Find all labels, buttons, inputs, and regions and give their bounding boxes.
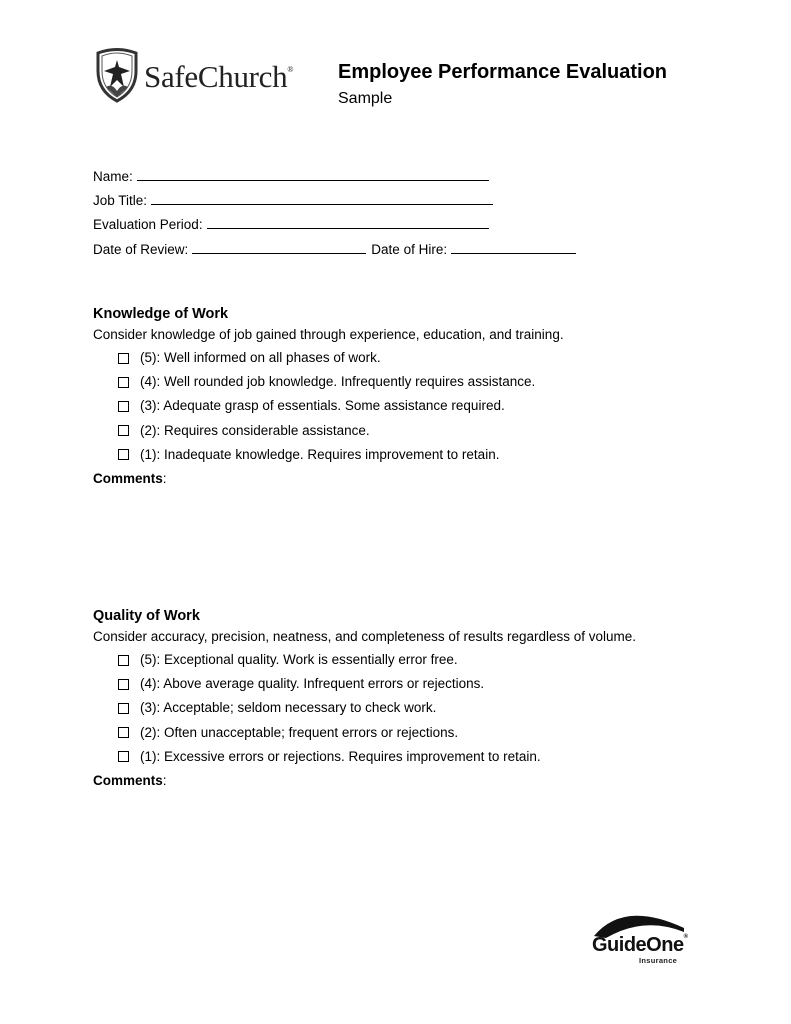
name-field [93,167,489,184]
checkbox-icon[interactable] [118,377,129,388]
comments-label: Comments: [93,772,167,788]
rating-option-3 [93,696,713,720]
checkbox-icon[interactable] [118,703,129,714]
section-description: Consider knowledge of job gained through experience, education, and training. [93,327,564,342]
rating-option-5 [93,648,713,672]
date-of-review-blank[interactable] [192,240,366,254]
rating-option-2 [93,419,713,443]
job-title-blank[interactable] [151,191,493,205]
checkbox-icon[interactable] [118,353,129,364]
option-label: (5): Exceptional quality. Work is essentially error free. [140,652,458,667]
date-of-hire-label: Date of Hire: [371,242,448,257]
registered-mark: ® [287,65,294,74]
section-description: Consider accuracy, precision, neatness, and completeness of results regardless of volume. [93,629,637,644]
document-title: Employee Performance Evaluation [338,61,668,83]
evaluation-period-field [93,215,489,232]
evaluation-period-label: Evaluation Period: [93,217,203,232]
option-label: (2): Often unacceptable; frequent errors or rejections. [140,724,459,740]
rating-option-5 [93,346,713,370]
date-of-hire-blank[interactable] [451,240,576,254]
evaluation-period-blank[interactable] [207,215,489,229]
safechurch-logo [94,46,293,104]
document-subtitle: Sample [338,90,393,107]
dates-field [93,240,576,257]
job-title-field [93,191,493,208]
name-label: Name: [93,169,133,184]
option-label: (1): Inadequate knowledge. Requires improvement to retain. [140,446,500,462]
option-label: (4): Well rounded job knowledge. Infrequently requires assistance. [140,374,536,390]
name-blank[interactable] [137,167,489,181]
rating-options [93,346,713,467]
section-title: Quality of Work [93,608,200,624]
rating-option-1 [93,745,713,769]
checkbox-icon[interactable] [118,449,129,460]
rating-option-1 [93,443,713,467]
guideone-logo [584,906,690,968]
option-label: (1): Excessive errors or rejections. Requires improvement to retain. [140,748,541,764]
section-knowledge-of-work [93,304,713,491]
checkbox-icon[interactable] [118,401,129,412]
section-quality-of-work [93,606,713,793]
guideone-wordmark: GuideOne® [592,934,688,956]
section-title: Knowledge of Work [93,306,229,322]
rating-options [93,648,713,769]
checkbox-icon[interactable] [118,655,129,666]
option-label: (4): Above average quality. Infrequent errors or rejections. [140,676,485,692]
trademark-mark: ® [683,934,688,940]
checkbox-icon[interactable] [118,679,129,690]
checkbox-icon[interactable] [118,727,129,738]
shield-dove-icon [94,47,140,103]
rating-option-4 [93,370,713,394]
option-label: (3): Acceptable; seldom necessary to check work. [140,700,437,716]
checkbox-icon[interactable] [118,425,129,436]
rating-option-3 [93,394,713,418]
option-label: (3): Adequate grasp of essentials. Some assistance required. [140,398,505,414]
logo-wordmark: SafeChurch® [144,59,294,94]
option-label: (5): Well informed on all phases of work. [140,350,381,365]
checkbox-icon[interactable] [118,751,129,762]
date-of-review-label: Date of Review: [93,242,189,257]
job-title-label: Job Title: [93,193,148,208]
comments-label: Comments: [93,470,167,486]
rating-option-2 [93,721,713,745]
guideone-tagline: Insurance [639,956,678,965]
option-label: (2): Requires considerable assistance. [140,422,370,438]
rating-option-4 [93,672,713,696]
